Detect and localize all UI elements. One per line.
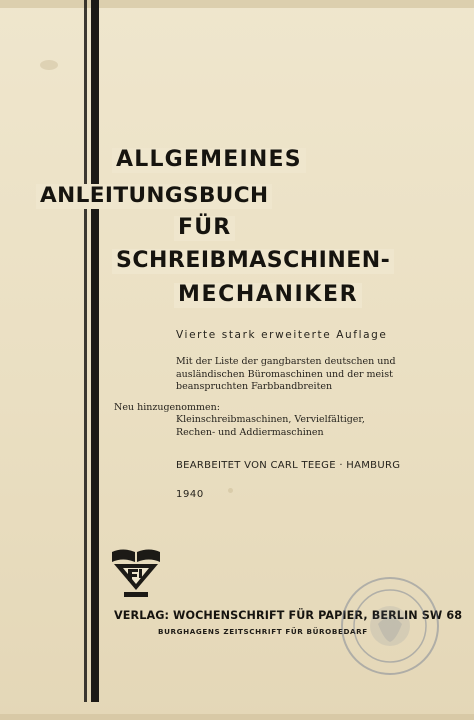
title-line-4: SCHREIBMASCHINEN- (112, 249, 394, 274)
title-line-1: ALLGEMEINES (112, 148, 306, 173)
publication-year: 1940 (176, 489, 204, 500)
edition-note: Vierte stark erweiterte Auflage (176, 329, 388, 341)
paper-stain (228, 488, 233, 493)
additions-line: Rechen- und Addiermaschinen (176, 426, 324, 438)
paper-stain (40, 60, 58, 70)
vertical-rule-thick (91, 0, 99, 702)
description (176, 356, 396, 394)
page-edge-bottom (0, 714, 474, 720)
description-line: ausländischen Büromaschinen und der meist (176, 368, 393, 380)
title-line-5: MECHANIKER (174, 283, 362, 308)
publisher-line: VERLAG: WOCHENSCHRIFT FÜR PAPIER, BERLIN SW 68 (114, 609, 463, 622)
magazine-line: BURGHAGENS ZEITSCHRIFT FÜR BÜROBEDARF (158, 627, 368, 636)
additions-label: Neu hinzugenommen: (114, 402, 220, 413)
editor-credit: BEARBEITET VON CARL TEEGE · HAMBURG (176, 460, 401, 471)
page-edge-top (0, 0, 474, 8)
title-line-3: FÜR (174, 216, 235, 241)
library-stamp-icon (338, 574, 442, 678)
description-line: Mit der Liste der gangbarsten deutschen und (176, 356, 396, 367)
additions-list (176, 414, 365, 439)
description-line: beanspruchten Farbbandbreiten (176, 381, 333, 392)
additions-line: Kleinschreibmaschinen, Vervielfältiger, (176, 414, 365, 425)
title-line-2: ANLEITUNGSBUCH (36, 184, 272, 209)
publisher-logo-icon (110, 546, 162, 600)
vertical-rule-thin (84, 0, 87, 702)
